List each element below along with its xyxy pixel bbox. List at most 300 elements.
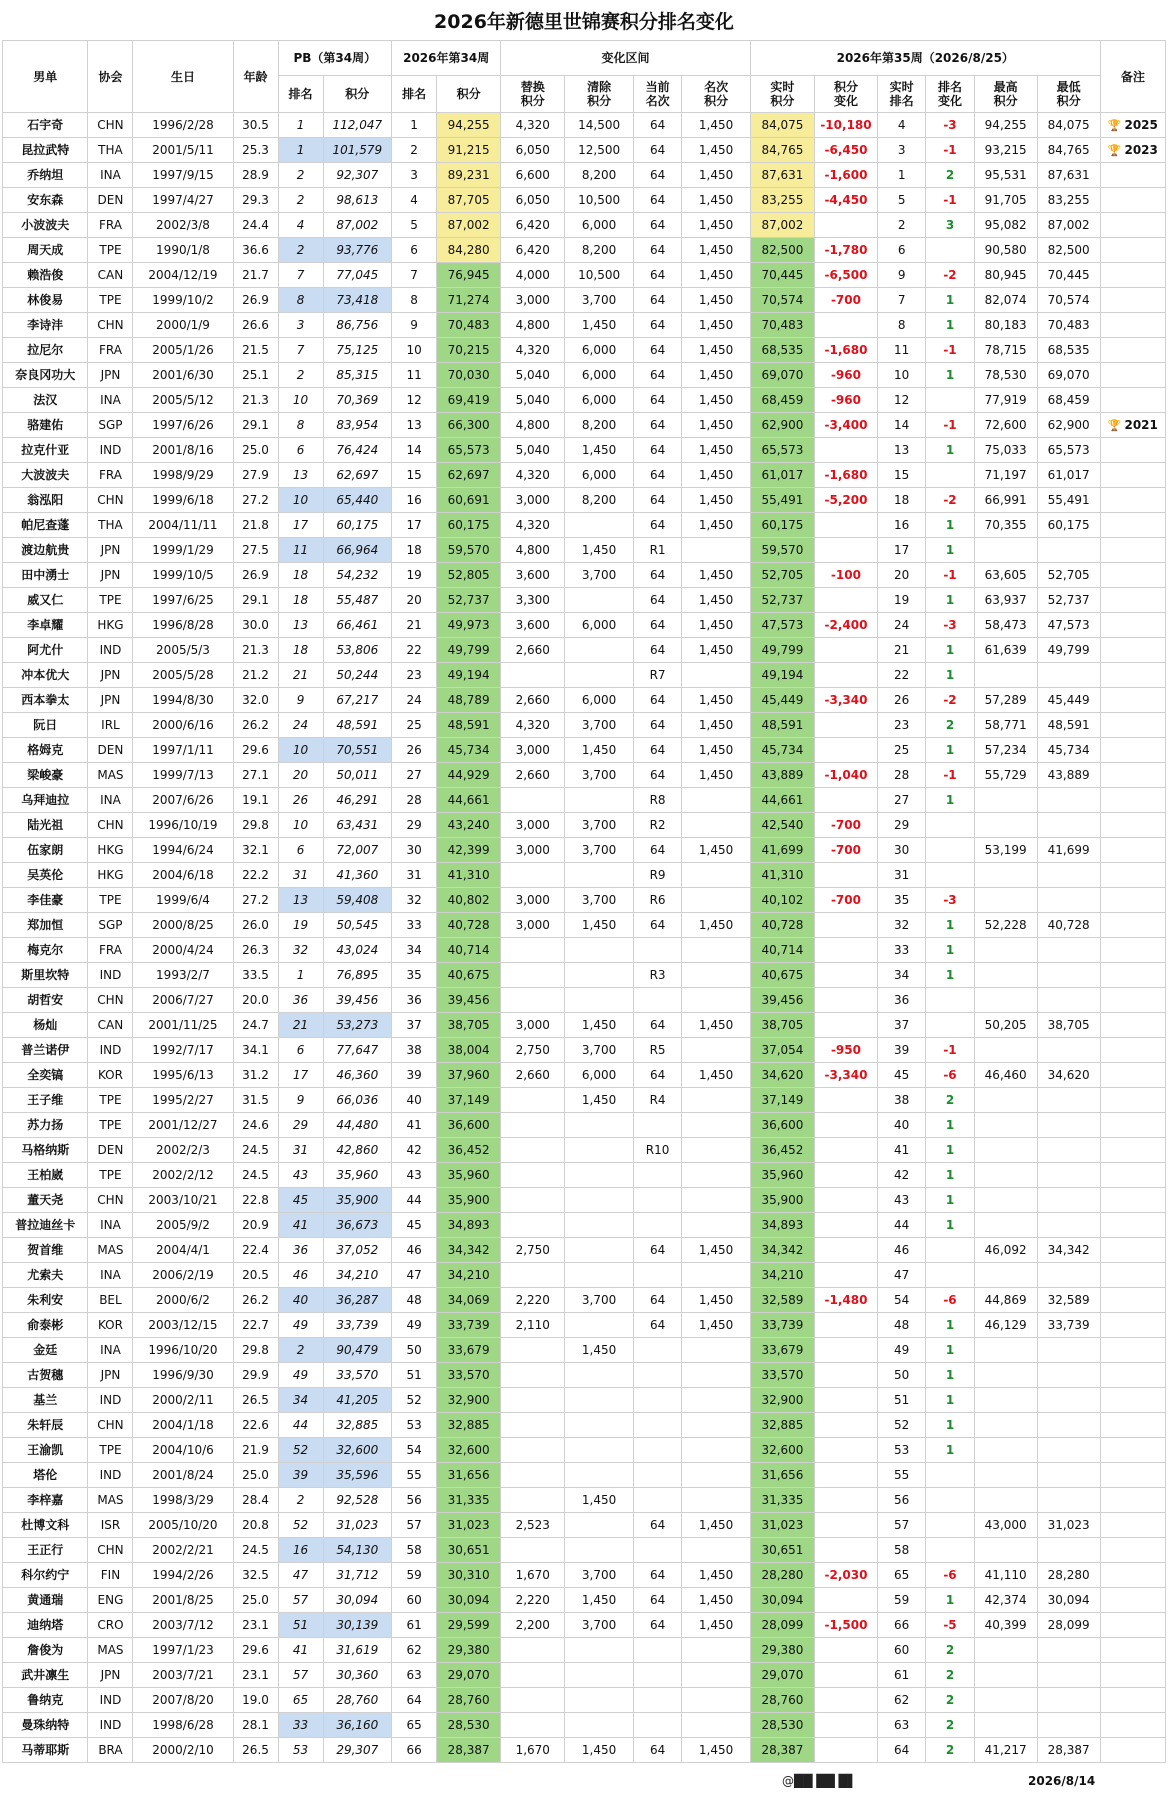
cell-place-pts [682,1413,751,1438]
cell-place-pts [682,863,751,888]
cell-note [1100,1738,1165,1763]
cell-w34-rank: 3 [392,163,437,188]
cell-birth: 2003/7/12 [133,1613,233,1638]
cell-rt-score: 49,799 [750,638,814,663]
cell-assoc: ISR [88,1513,133,1538]
note-year: 2025 [1124,117,1158,132]
cell-clear-pts: 3,700 [565,1563,634,1588]
cell-note [1100,1213,1165,1238]
cell-cur-place: R4 [633,1088,681,1113]
header-score-change: 积分变化 [814,76,877,113]
cell-birth: 1993/2/7 [133,963,233,988]
cell-note [1100,613,1165,638]
cell-clear-pts: 3,700 [565,563,634,588]
cell-pb-rank: 8 [278,413,323,438]
cell-rt-rank: 4 [877,113,925,138]
table-row [3,1238,1166,1263]
cell-age: 20.8 [233,1513,278,1538]
cell-name: 渡边航贵 [3,538,88,563]
header-rt-score: 实时积分 [750,76,814,113]
cell-age: 22.6 [233,1413,278,1438]
cell-note [1100,1138,1165,1163]
cell-max-score [974,788,1037,813]
cell-pb-score: 53,806 [323,638,392,663]
cell-pb-rank: 10 [278,813,323,838]
cell-rt-score: 59,570 [750,538,814,563]
cell-min-score: 40,728 [1037,913,1100,938]
cell-pb-score: 92,528 [323,1488,392,1513]
cell-assoc: MAS [88,1638,133,1663]
table-row [3,313,1166,338]
cell-rank-change: -6 [926,1563,974,1588]
cell-pb-score: 37,052 [323,1238,392,1263]
cell-cur-place: 64 [633,463,681,488]
cell-pb-rank: 9 [278,1088,323,1113]
cell-note [1100,913,1165,938]
cell-place-pts: 1,450 [682,438,751,463]
cell-cur-place: 64 [633,213,681,238]
cell-name: 梅克尔 [3,938,88,963]
cell-rt-rank: 44 [877,1213,925,1238]
cell-note [1100,313,1165,338]
cell-rank-change: -1 [926,338,974,363]
cell-birth: 1998/3/29 [133,1488,233,1513]
cell-rt-score: 29,070 [750,1663,814,1688]
cell-score-change: -1,480 [814,1288,877,1313]
cell-name: 李佳豪 [3,888,88,913]
cell-clear-pts [565,1688,634,1713]
cell-pb-rank: 31 [278,1138,323,1163]
cell-rt-score: 43,889 [750,763,814,788]
cell-min-score [1037,663,1100,688]
cell-score-change [814,1138,877,1163]
cell-age: 26.5 [233,1738,278,1763]
cell-age: 21.8 [233,513,278,538]
cell-name: 普拉迪丝卡 [3,1213,88,1238]
cell-rt-score: 30,094 [750,1588,814,1613]
cell-replace-pts [501,988,565,1013]
cell-pb-score: 42,860 [323,1138,392,1163]
cell-min-score [1037,1163,1100,1188]
cell-cur-place: 64 [633,1588,681,1613]
cell-max-score [974,1213,1037,1238]
cell-rank-change: 1 [926,963,974,988]
cell-clear-pts [565,638,634,663]
table-body [3,113,1166,1763]
cell-replace-pts [501,938,565,963]
cell-clear-pts: 1,450 [565,538,634,563]
cell-w34-score: 30,651 [437,1538,501,1563]
cell-w34-rank: 48 [392,1288,437,1313]
cell-w34-score: 71,274 [437,288,501,313]
cell-replace-pts [501,1663,565,1688]
cell-pb-rank: 57 [278,1663,323,1688]
cell-rt-rank: 47 [877,1263,925,1288]
cell-rt-rank: 55 [877,1463,925,1488]
cell-age: 29.3 [233,188,278,213]
cell-max-score: 63,605 [974,563,1037,588]
cell-rt-rank: 32 [877,913,925,938]
cell-assoc: IND [88,638,133,663]
cell-age: 31.5 [233,1088,278,1113]
cell-rt-rank: 8 [877,313,925,338]
table-row [3,1438,1166,1463]
table-row [3,1063,1166,1088]
cell-replace-pts: 2,523 [501,1513,565,1538]
cell-name: 王渝凯 [3,1438,88,1463]
cell-rt-rank: 54 [877,1288,925,1313]
cell-w34-rank: 60 [392,1588,437,1613]
cell-min-score: 41,699 [1037,838,1100,863]
cell-w34-rank: 29 [392,813,437,838]
cell-pb-score: 50,244 [323,663,392,688]
cell-w34-score: 36,600 [437,1113,501,1138]
cell-note [1100,563,1165,588]
cell-rt-score: 36,452 [750,1138,814,1163]
cell-rank-change: 1 [926,1363,974,1388]
cell-rank-change: 1 [926,1163,974,1188]
cell-rt-rank: 3 [877,138,925,163]
cell-rank-change: 1 [926,288,974,313]
cell-assoc: TPE [88,888,133,913]
cell-age: 29.8 [233,1338,278,1363]
cell-replace-pts: 4,320 [501,513,565,538]
cell-rt-score: 48,591 [750,713,814,738]
cell-min-score: 68,459 [1037,388,1100,413]
cell-score-change [814,513,877,538]
cell-pb-rank: 10 [278,488,323,513]
cell-note [1100,1088,1165,1113]
cell-pb-score: 73,418 [323,288,392,313]
cell-score-change: -6,450 [814,138,877,163]
cell-age: 21.5 [233,338,278,363]
cell-cur-place [633,1488,681,1513]
cell-age: 31.2 [233,1063,278,1088]
cell-note [1100,1238,1165,1263]
cell-w34-score: 60,175 [437,513,501,538]
cell-replace-pts: 3,000 [501,838,565,863]
cell-rt-score: 30,651 [750,1538,814,1563]
cell-clear-pts: 1,450 [565,913,634,938]
cell-max-score [974,1113,1037,1138]
cell-min-score [1037,1213,1100,1238]
cell-birth: 2004/11/11 [133,513,233,538]
cell-rank-change: -5 [926,1613,974,1638]
cell-w34-rank: 21 [392,613,437,638]
cell-max-score [974,663,1037,688]
cell-cur-place: 64 [633,688,681,713]
cell-name: 奈良冈功大 [3,363,88,388]
cell-w34-score: 39,456 [437,988,501,1013]
cell-rank-change: 2 [926,1713,974,1738]
cell-replace-pts [501,1263,565,1288]
cell-pb-score: 28,760 [323,1688,392,1713]
header-replace-pts: 替换积分 [501,76,565,113]
cell-place-pts: 1,450 [682,113,751,138]
cell-cur-place: 64 [633,513,681,538]
cell-note [1100,688,1165,713]
cell-w34-score: 29,380 [437,1638,501,1663]
cell-replace-pts [501,1463,565,1488]
cell-max-score [974,938,1037,963]
cell-rt-rank: 65 [877,1563,925,1588]
cell-birth: 2005/5/3 [133,638,233,663]
cell-birth: 2004/10/6 [133,1438,233,1463]
cell-min-score: 69,070 [1037,363,1100,388]
cell-w34-rank: 57 [392,1513,437,1538]
cell-max-score [974,1438,1037,1463]
header-name: 男单 [3,41,88,113]
cell-min-score [1037,1488,1100,1513]
table-row [3,863,1166,888]
cell-rt-rank: 41 [877,1138,925,1163]
cell-age: 24.5 [233,1138,278,1163]
cell-rt-score: 41,699 [750,838,814,863]
cell-place-pts [682,788,751,813]
cell-replace-pts: 6,420 [501,238,565,263]
cell-replace-pts: 4,800 [501,538,565,563]
cell-cur-place [633,1113,681,1138]
trophy-icon: 🏆 [1107,143,1122,157]
cell-pb-rank: 2 [278,163,323,188]
cell-birth: 2001/8/25 [133,1588,233,1613]
cell-w34-rank: 34 [392,938,437,963]
cell-replace-pts: 3,600 [501,613,565,638]
cell-score-change: -2,400 [814,613,877,638]
cell-max-score [974,1338,1037,1363]
cell-score-change [814,1088,877,1113]
cell-rt-rank: 19 [877,588,925,613]
cell-clear-pts [565,788,634,813]
cell-score-change [814,1438,877,1463]
cell-max-score: 58,771 [974,713,1037,738]
cell-clear-pts: 6,000 [565,363,634,388]
cell-pb-score: 35,960 [323,1163,392,1188]
cell-assoc: MAS [88,763,133,788]
cell-name: 胡哲安 [3,988,88,1013]
cell-pb-score: 70,551 [323,738,392,763]
cell-pb-rank: 21 [278,663,323,688]
cell-pb-rank: 52 [278,1438,323,1463]
cell-max-score: 55,729 [974,763,1037,788]
cell-max-score: 94,255 [974,113,1037,138]
header-assoc: 协会 [88,41,133,113]
cell-rank-change: -1 [926,763,974,788]
cell-min-score: 61,017 [1037,463,1100,488]
table-row [3,788,1166,813]
cell-score-change [814,438,877,463]
cell-min-score: 83,255 [1037,188,1100,213]
cell-rt-rank: 61 [877,1663,925,1688]
cell-min-score [1037,1688,1100,1713]
cell-cur-place: 64 [633,588,681,613]
cell-rt-rank: 2 [877,213,925,238]
cell-pb-score: 50,545 [323,913,392,938]
table-row [3,438,1166,463]
cell-birth: 1996/8/28 [133,613,233,638]
cell-clear-pts [565,1263,634,1288]
cell-pb-score: 44,480 [323,1113,392,1138]
cell-rt-score: 32,589 [750,1288,814,1313]
cell-clear-pts [565,1138,634,1163]
cell-rank-change: -3 [926,613,974,638]
cell-score-change [814,638,877,663]
cell-rt-score: 31,656 [750,1463,814,1488]
cell-w34-rank: 44 [392,1188,437,1213]
cell-assoc: INA [88,1263,133,1288]
cell-w34-rank: 2 [392,138,437,163]
cell-pb-rank: 49 [278,1313,323,1338]
cell-min-score [1037,1088,1100,1113]
cell-score-change: -700 [814,838,877,863]
cell-pb-rank: 7 [278,263,323,288]
cell-w34-score: 40,728 [437,913,501,938]
cell-cur-place: 64 [633,1513,681,1538]
cell-name: 朱轩辰 [3,1413,88,1438]
cell-note [1100,1638,1165,1663]
cell-w34-score: 70,030 [437,363,501,388]
cell-w34-score: 84,280 [437,238,501,263]
cell-replace-pts [501,1138,565,1163]
cell-rt-score: 49,194 [750,663,814,688]
cell-birth: 1997/9/15 [133,163,233,188]
cell-assoc: TPE [88,1163,133,1188]
cell-w34-rank: 66 [392,1738,437,1763]
cell-birth: 2003/12/15 [133,1313,233,1338]
cell-pb-rank: 8 [278,288,323,313]
cell-clear-pts [565,513,634,538]
cell-assoc: DEN [88,738,133,763]
cell-assoc: CHN [88,813,133,838]
cell-name: 乔纳坦 [3,163,88,188]
cell-clear-pts: 10,500 [565,263,634,288]
table-row [3,1738,1166,1763]
cell-score-change [814,1188,877,1213]
cell-birth: 2000/2/10 [133,1738,233,1763]
cell-name: 武井凛生 [3,1663,88,1688]
cell-pb-score: 76,895 [323,963,392,988]
table-row [3,763,1166,788]
cell-clear-pts: 3,700 [565,838,634,863]
cell-min-score: 30,094 [1037,1588,1100,1613]
cell-name: 黄通瑞 [3,1588,88,1613]
cell-note [1100,163,1165,188]
cell-note [1100,1013,1165,1038]
header-w34-group: 2026年第34周 [392,41,501,76]
cell-rt-score: 28,099 [750,1613,814,1638]
cell-score-change: -960 [814,363,877,388]
cell-rank-change: 1 [926,938,974,963]
header-pb-rank: 排名 [278,76,323,113]
cell-place-pts [682,1438,751,1463]
cell-cur-place [633,988,681,1013]
cell-age: 29.8 [233,813,278,838]
cell-clear-pts: 1,450 [565,1488,634,1513]
cell-pb-score: 87,002 [323,213,392,238]
cell-w34-score: 33,679 [437,1338,501,1363]
cell-w34-rank: 15 [392,463,437,488]
cell-note [1100,388,1165,413]
cell-place-pts [682,663,751,688]
cell-place-pts: 1,450 [682,338,751,363]
table-row [3,1013,1166,1038]
cell-assoc: JPN [88,363,133,388]
cell-pb-score: 67,217 [323,688,392,713]
cell-rank-change [926,863,974,888]
trophy-icon: 🏆 [1107,418,1122,432]
cell-rt-rank: 22 [877,663,925,688]
cell-max-score: 63,937 [974,588,1037,613]
cell-place-pts: 1,450 [682,1613,751,1638]
cell-cur-place: 64 [633,1563,681,1588]
cell-max-score: 91,705 [974,188,1037,213]
cell-replace-pts [501,1388,565,1413]
cell-clear-pts [565,588,634,613]
cell-rt-rank: 28 [877,763,925,788]
cell-place-pts: 1,450 [682,1288,751,1313]
cell-pb-rank: 2 [278,238,323,263]
cell-place-pts [682,938,751,963]
cell-replace-pts: 3,000 [501,1013,565,1038]
cell-pb-rank: 51 [278,1613,323,1638]
cell-max-score: 77,919 [974,388,1037,413]
cell-birth: 2006/7/27 [133,988,233,1013]
cell-name: 王正行 [3,1538,88,1563]
cell-note [1100,988,1165,1013]
cell-pb-score: 92,307 [323,163,392,188]
cell-clear-pts: 6,000 [565,338,634,363]
cell-min-score: 45,734 [1037,738,1100,763]
cell-age: 19.0 [233,1688,278,1713]
cell-name: 伍家朗 [3,838,88,863]
cell-w34-rank: 43 [392,1163,437,1188]
cell-cur-place: R9 [633,863,681,888]
cell-name: 法汉 [3,388,88,413]
cell-name: 马格纳斯 [3,1138,88,1163]
cell-age: 36.6 [233,238,278,263]
cell-max-score: 50,205 [974,1013,1037,1038]
cell-pb-score: 93,776 [323,238,392,263]
cell-w34-rank: 54 [392,1438,437,1463]
cell-score-change [814,1538,877,1563]
cell-clear-pts: 8,200 [565,238,634,263]
cell-age: 29.1 [233,413,278,438]
cell-max-score: 40,399 [974,1613,1037,1638]
cell-place-pts: 1,450 [682,138,751,163]
cell-note [1100,888,1165,913]
cell-assoc: IND [88,1713,133,1738]
cell-w34-rank: 63 [392,1663,437,1688]
cell-score-change: -4,450 [814,188,877,213]
cell-score-change: -2,030 [814,1563,877,1588]
cell-rank-change: 1 [926,1388,974,1413]
cell-rank-change: -1 [926,413,974,438]
cell-w34-rank: 33 [392,913,437,938]
header-pb-group: PB（第34周） [278,41,392,76]
cell-note [1100,363,1165,388]
cell-assoc: HKG [88,613,133,638]
cell-max-score: 46,092 [974,1238,1037,1263]
cell-rt-score: 37,054 [750,1038,814,1063]
cell-name: 普兰诺伊 [3,1038,88,1063]
table-row [3,1313,1166,1338]
cell-place-pts: 1,450 [682,1063,751,1088]
cell-replace-pts: 2,660 [501,688,565,713]
cell-birth: 2002/2/3 [133,1138,233,1163]
cell-place-pts: 1,450 [682,688,751,713]
cell-replace-pts [501,1413,565,1438]
cell-w34-rank: 49 [392,1313,437,1338]
